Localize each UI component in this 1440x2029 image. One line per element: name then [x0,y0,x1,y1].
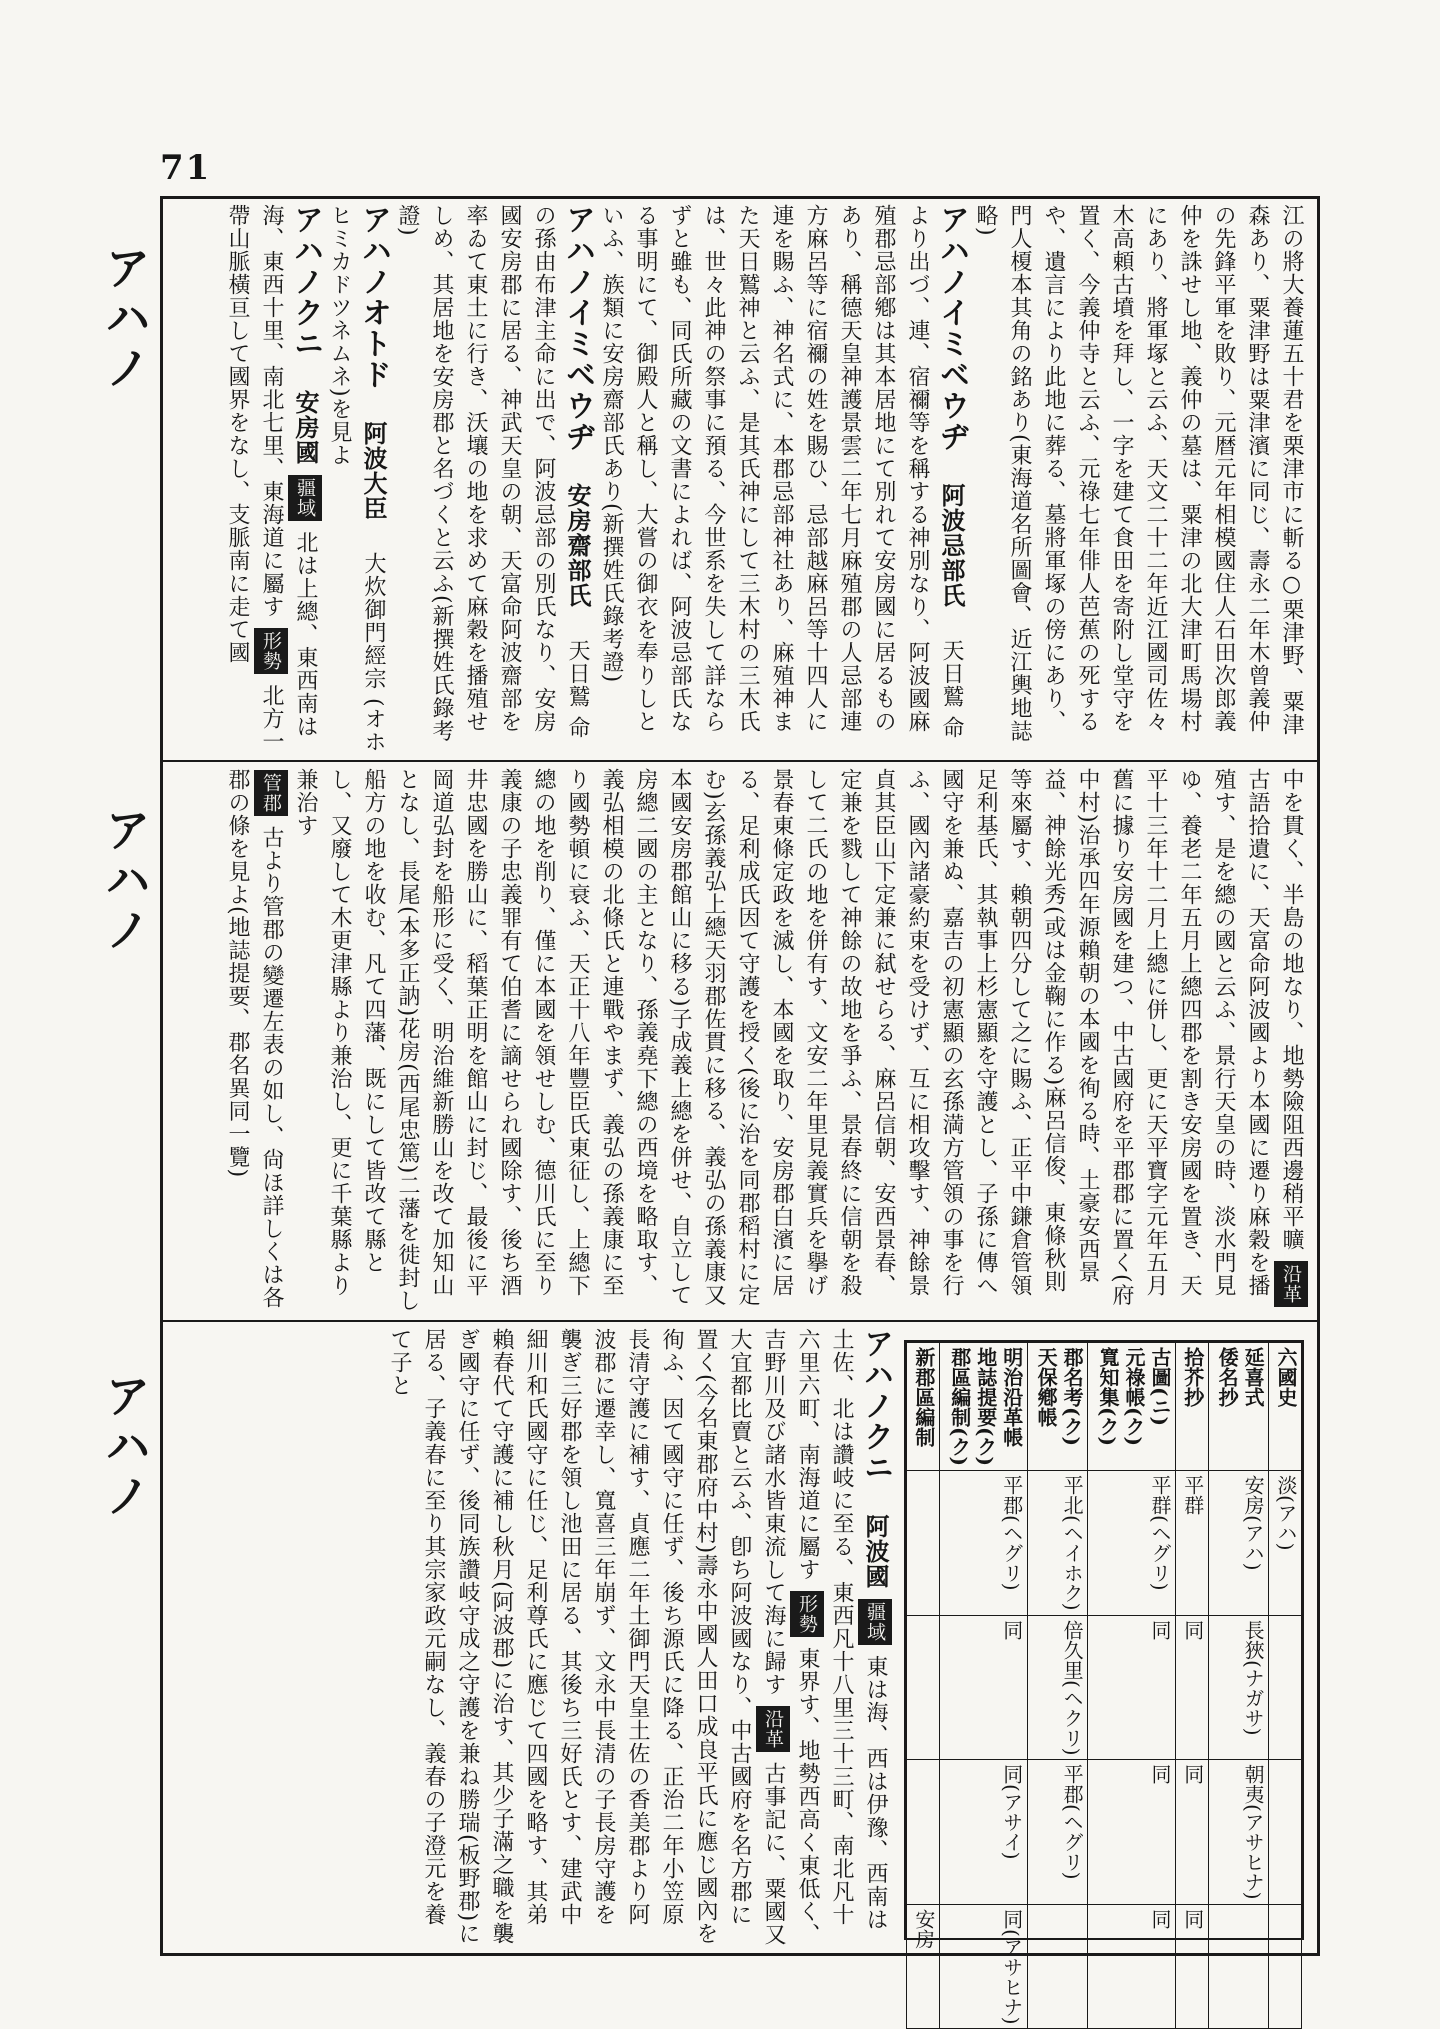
table-cell: 平郡(ヘグリ) [1027,1760,1087,1905]
entry-heading: アハノクニ [288,204,323,359]
entry-text: 北は上總、東西南は海、東西十里、南北七里、東海道に屬す [259,204,318,738]
entry-title: 阿波忌部氏 [937,483,966,608]
table-header [907,1343,940,1471]
table-header [939,1343,1027,1471]
table-cell: 朝夷(アサヒナ) [1208,1760,1268,1905]
table-cell: 淡(アハ) [1269,1470,1302,1615]
dictionary-entry [225,204,323,753]
entry-title: 安房齋部氏 [563,483,592,608]
entry-ancestor: 天日鷲 [565,639,590,708]
table-cell [907,1615,940,1760]
entry-heading: アハノイミベウヂ [934,204,969,452]
table-header-label: 郡名考(ク) [1060,1347,1085,1446]
entry-text: 北方一帶山脈橫亘して國界をなし、支脈南に走て國 [225,204,284,753]
table-cell: 同 [1088,1904,1176,2029]
table-cell [907,1470,940,1615]
table-header-label: 天保鄕帳 [1034,1347,1059,1427]
entry-text: 命の孫由布津主命に出で、阿波忌部の別氏なり、安房國安房郡に居る、神武天皇の朝、天富命阿波齋部を率ゐて東土に行き、沃壤の地を求めて麻穀を播殖せしめ、其居地を安房郡と名づくと云ふ(新撰姓氏錄考證) [395,204,590,743]
margin-label-middle: アハノ [98,806,152,956]
page-number: 71 [160,148,212,188]
table-header-label: 寬知集(ク) [1095,1347,1120,1446]
text-column-block [172,204,1308,754]
table-header-label: 倭名抄 [1215,1347,1240,1407]
district-table-grid [906,1342,1302,2029]
table-cell: 同 [939,1615,1027,1760]
table-cell: 同(アサイ) [939,1760,1027,1905]
table-header [1208,1343,1268,1471]
entry-ancestor: 天日鷲 [939,639,964,708]
entry-text: 東は海、西は伊豫、西南は土佐、北は讚岐に至る、東西凡十八里三十三町、南北凡十六里六町、南海道に屬す [795,1328,888,1931]
table-header-label: 古圖(ニ) [1147,1347,1172,1426]
table-cell: 長狹(ナガサ) [1208,1615,1268,1760]
table-cell [1269,1760,1302,1905]
entry-title: 安房國 [291,390,320,465]
category-tag: 疆域 [288,475,322,521]
dictionary-entry [327,204,391,754]
category-tag: 沿革 [1274,1261,1308,1307]
entry-text: 東界す、地勢西高く東低く、吉野川及び諸水皆東流して海に歸す [761,1328,820,1946]
section-bottom [172,1328,1308,2025]
section-divider [160,760,1320,762]
table-header-label: 新郡區編制 [911,1347,936,1447]
table-header-label: 六國史 [1274,1347,1298,1407]
dictionary-entry [387,1328,893,1946]
dictionary-entry [599,204,969,739]
category-tag: 管郡 [254,770,288,816]
entry-text: 古事記に、粟國又大宜都比賣と云ふ、卽ち阿波國なり、中古國府を名方郡に置く(今名東郡府中村)壽永中國人田口成良平氏に應じ國內を徇ふ、因て國守に任ず、後ち源氏に降る、正治二年小笠原長清守護に補す、貞應二年土御門天皇土佐の香美郡より阿波郡に遷幸し、寬喜三年崩ず、文永中長清の子長房守護を襲ぎ三好郡を領し池田に居る、其後ち三好氏とす、建武中細川和氏國守に任じ、足利尊氏に應じて四國を略す、其弟賴春代て守護に補し秋月(阿波郡)に治す、其少子滿之職を襲ぎ國守に任ず、後同族讚岐守成之守護を兼ね勝瑞(板野郡)に居る、子義春に至り其宗家政元嗣なし、義春の子澄元を養て子と [387,1328,786,1946]
entry-title: 阿波國 [861,1514,890,1589]
text-column-block [172,1328,892,1948]
paragraph: 中を貫く、半島の地なり、地勢險阻西邊稍平曠 [1279,768,1304,1251]
paragraph: 古より管郡の變遷左表の如し、尙ほ詳しくは各郡の條を見よ(地誌提要、郡名異同一覽) [225,768,284,1309]
table-cell: 同(アサヒナ) [939,1904,1027,2029]
entry-heading: アハノイミベウヂ [560,204,595,452]
paragraph: 古語拾遺に、天富命阿波國より本國に遷り麻穀を播殖す、是を總の國と云ふ、景行天皇の時、淡水門見ゆ、養老二年五月上總四郡を割き安房國を置き、天平十三年十二月上總に併し、更に天平寶字元年五月舊に據り安房國を建つ、中古國府を平郡郡に置く(府中村)治承四年源賴朝の本國を徇る時、土豪安西景益、神餘光秀(或は金鞠に作る)麻呂信俊、東條秋則等來屬す、賴朝四分して之に賜ふ、正平中鎌倉管領足利基氏、其執事上杉憲顯を守護とし、子孫に傳へ國守を兼ぬ、嘉吉の初憲顯の玄孫満方管領の事を行ふ、國內諸豪約束を受けず、互に相攻擊す、神餘景貞其臣山下定兼に弑せらる、麻呂信朝、安西景春、定兼を戮して神餘の故地を爭ふ、景春終に信朝を殺して二氏の地を併有す、文安二年里見義實兵を擧げ景春東條定政を滅し、本國を取り、安房郡白濱に居る、足利成氏因て守護を授く(後に治を同郡稻村に定む)玄孫義弘上總天羽郡佐貫に移る、義弘の孫義康又本國安房郡館山に移る)子成義上總を併せ、自立して房總二國の主となり、孫義堯下總の西境を略取す、義弘相模の北條氏と連戰やまず、義弘の孫義康に至り國勢頓に衰ふ、天正十八年豐臣氏東征し、上總下總の地を削り、僅に本國を領せしむ、德川氏に至り義康の子忠義罪有て伯耆に謫せられ國除す、後ち酒井忠國を勝山に、稻葉正明を館山に封じ、最後に平岡道弘封を船形に受く、明治維新勝山を改て加知山となし、長尾(本多正訥)花房(西尾忠篤)二藩を徙封し船方の地を收む、凡て四藩、既にして皆改て縣とし、又廢して木更津縣より兼治し、更に千葉縣より兼治す [293,768,1270,1313]
section-divider [160,1320,1320,1322]
table-cell: 平群(ヘグリ) [1088,1470,1176,1615]
paragraph: 江の將大養蓮五十君を栗津市に斬る○栗津野、粟津森あり、粟津野は粟津濱に同じ、壽永二年木曾義仲の先鋒平軍を敗り、元暦元年相模國住人石田次郎義仲を誅せし地、義仲の墓は、粟津の北大津町馬場村にあり、將軍塚と云ふ、天文二十二年近江國司佐々木高頼古墳を拜し、一字を建て食田を寄附し堂守を置く、今義仲寺と云ふ、元祿七年俳人芭蕉の死するや、遺言により此地に葬る、墓將軍塚の傍にあり、門人榎本其角の銘あり(東海道名所圖會、近江輿地誌略) [973,204,1304,743]
margin-label-bottom: アハノ [98,1372,152,1522]
category-tag: 疆域 [858,1599,892,1645]
table-cell: 倍久里(ヘクリ) [1027,1615,1087,1760]
table-cell [1269,1615,1302,1760]
entry-title: 阿波大臣 [359,421,388,521]
category-tag: 沿革 [756,1706,790,1752]
table-header-label: 延喜式 [1241,1347,1266,1407]
table-cell: 同 [1175,1760,1208,1905]
table-cell: 安房(アハ) [1208,1470,1268,1615]
entry-text: 命より出づ、連、宿禰等を稱する神別なり、阿波國麻殖郡忌部鄕は其本居地にて別れて安房國に居るものあり、稱德天皇神護景雲二年七月麻殖郡の人忌部連方麻呂等に宿禰の姓を賜ひ、忌部越麻呂等十四人に連を賜ふ、神名式に、本郡忌部神社あり、麻殖神また天日鷲神と云ふ、是其氏神にして三木村の三木氏は、世々此神の祭事に預る、今世系を失して詳ならずと雖も、同氏所藏の文書によれば、阿波忌部氏なる事明にて、御殿人と稱し、大嘗の御衣を奉りしといふ、族類に安房齋部氏あり(新撰姓氏錄考證) [599,204,964,739]
entry-text: (オホヒミカドツネムネ)を見よ [327,204,386,754]
table-header-label: 元祿帳(ク) [1121,1347,1146,1446]
table-cell: 同 [1175,1904,1208,2029]
table-cell [907,1760,940,1905]
entry-heading: アハノオトド [356,204,391,390]
table-header-label: 地誌提要(ク) [973,1347,998,1466]
table-header [1175,1343,1208,1471]
entry-ancestor: 大炊御門經宗 [361,552,386,690]
category-tag: 形勢 [790,1591,824,1637]
table-header [1027,1343,1087,1471]
table-cell: 平北(ヘイホク) [1027,1470,1087,1615]
table-header-label: 郡區編制(ク) [947,1347,972,1466]
table-header [1269,1343,1302,1471]
table-cell [1269,1904,1302,2029]
table-header-label: 明治沿革帳 [999,1347,1024,1447]
entry-heading: アハノクニ [858,1328,893,1483]
dictionary-entry [395,204,595,743]
table-header [1088,1343,1176,1471]
table-cell: 安房 [907,1904,940,2029]
table-cell: 平郡(ヘグリ) [939,1470,1027,1615]
section-top [172,204,1308,754]
table-cell: 平群 [1175,1470,1208,1615]
margin-label-top: アハノ [98,244,152,394]
table-header-label: 拾芥抄 [1180,1347,1205,1407]
table-cell [1027,1904,1087,2029]
table-cell: 同 [1088,1760,1176,1905]
section-middle [172,768,1308,1314]
table-cell [1208,1904,1268,2029]
table-cell: 同 [1088,1615,1176,1760]
table-cell: 同 [1175,1615,1208,1760]
text-column-block [172,768,1308,1314]
district-table [904,1340,1304,2025]
category-tag: 形勢 [254,628,288,674]
